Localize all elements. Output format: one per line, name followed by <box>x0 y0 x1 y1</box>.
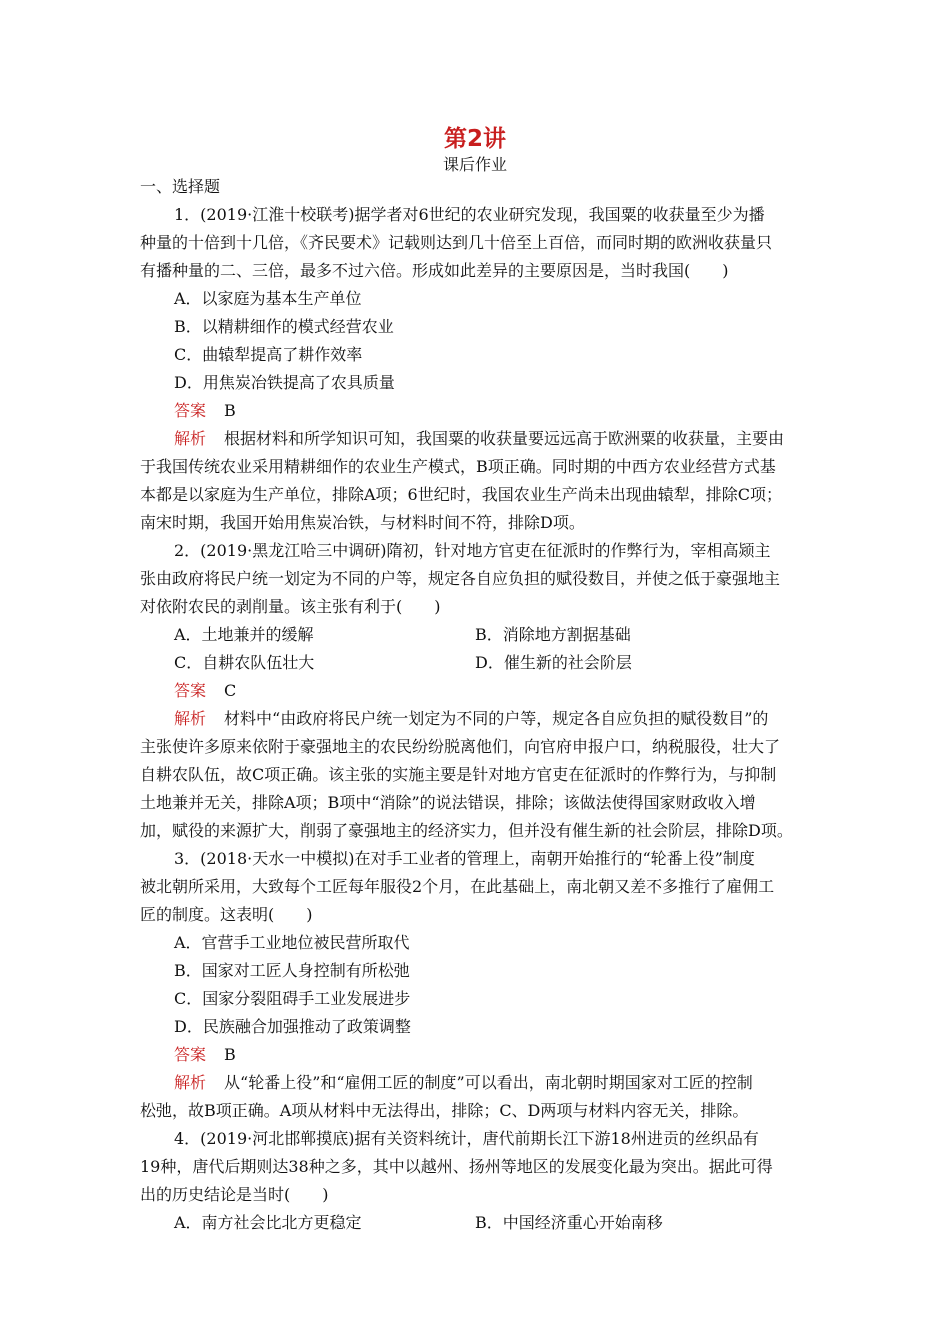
document-body <box>140 173 812 1237</box>
option-b: B．以精耕细作的模式经营农业 <box>174 317 394 336</box>
question-3 <box>140 845 812 1125</box>
question-text-line: 19种，唐代后期则达38种之多，其中以越州、扬州等地区的发展变化最为突出。据此可得 <box>140 1157 773 1176</box>
option-b: B．国家对工匠人身控制有所松弛 <box>174 961 410 980</box>
option-a: A．南方社会比北方更稳定 <box>174 1213 362 1232</box>
answer-label: 答案 <box>174 401 207 420</box>
analysis-text-line: 土地兼并无关，排除A项；B项中“消除”的说法错误，排除；该做法使得国家财政收入增 <box>140 793 756 812</box>
question-text-line: 3．(2018·天水一中模拟)在对手工业者的管理上，南朝开始推行的“轮番上役”制度 <box>174 849 755 868</box>
option-c: C．国家分裂阻碍手工业发展进步 <box>174 989 411 1008</box>
answer-value: C <box>224 681 237 700</box>
option-b: B．中国经济重心开始南移 <box>475 1213 663 1232</box>
page-title: 第2讲 <box>443 126 506 152</box>
analysis-line <box>140 425 812 453</box>
question-1 <box>140 201 812 537</box>
question-text-line: 被北朝所采用，大致每个工匠每年服役2个月，在此基础上，南北朝又差不多推行了雇佣工 <box>140 877 775 896</box>
question-4 <box>140 1125 812 1237</box>
answer-line <box>140 1041 812 1069</box>
answer-value: B <box>224 1045 236 1064</box>
answer-label: 答案 <box>174 1045 207 1064</box>
question-text-line: 匠的制度。这表明( ) <box>140 905 313 924</box>
analysis-label: 解析 <box>174 1073 207 1092</box>
option-a: A．以家庭为基本生产单位 <box>174 289 362 308</box>
section-heading: 一、选择题 <box>140 177 221 196</box>
page-subtitle: 课后作业 <box>442 155 507 174</box>
option-b: B．消除地方割据基础 <box>475 625 631 644</box>
question-text-line: 1．(2019·江淮十校联考)据学者对6世纪的农业研究发现，我国粟的收获量至少为播 <box>174 205 765 224</box>
option-a: A．官营手工业地位被民营所取代 <box>174 933 410 952</box>
analysis-text-line: 南宋时期，我国开始用焦炭冶铁，与材料时间不符，排除D项。 <box>140 513 585 532</box>
question-text-line: 有播种量的二、三倍，最多不过六倍。形成如此差异的主要原因是，当时我国( ) <box>140 261 729 280</box>
option-d: D．催生新的社会阶层 <box>475 653 632 672</box>
analysis-line <box>140 705 812 733</box>
answer-line <box>140 677 812 705</box>
option-a: A．土地兼并的缓解 <box>174 625 314 644</box>
question-2 <box>140 537 812 845</box>
answer-label: 答案 <box>174 681 207 700</box>
options-row <box>140 621 812 649</box>
question-text-line: 种量的十倍到十几倍，《齐民要术》记载则达到几十倍至上百倍，而同时期的欧洲收获量只 <box>140 233 773 252</box>
option-c: C．曲辕犁提高了耕作效率 <box>174 345 363 364</box>
analysis-text-line: 本都是以家庭为生产单位，排除A项；6世纪时，我国农业生产尚未出现曲辕犁，排除C项； <box>140 485 782 504</box>
analysis-label: 解析 <box>174 429 207 448</box>
options-row <box>140 649 812 677</box>
analysis-line <box>140 1069 812 1097</box>
answer-line <box>140 397 812 425</box>
question-text-line: 2．(2019·黑龙江哈三中调研)隋初，针对地方官吏在征派时的作弊行为，宰相高颎主 <box>174 541 771 560</box>
analysis-text: 材料中“由政府将民户统一划定为不同的户等，规定各自应负担的赋役数目”的 <box>224 709 769 728</box>
analysis-text-line: 于我国传统农业采用精耕细作的农业生产模式，B项正确。同时期的中西方农业经营方式基 <box>140 457 776 476</box>
option-d: D．用焦炭冶铁提高了农具质量 <box>174 373 395 392</box>
analysis-text-line: 加，赋役的来源扩大，削弱了豪强地主的经济实力，但并没有催生新的社会阶层，排除D项。 <box>140 821 793 840</box>
question-text-line: 张由政府将民户统一划定为不同的户等，规定各自应负担的赋役数目，并使之低于豪强地主 <box>140 569 781 588</box>
question-text-line: 4．(2019·河北邯郸摸底)据有关资料统计，唐代前期长江下游18州进贡的丝织品有 <box>174 1129 759 1148</box>
analysis-label: 解析 <box>174 709 207 728</box>
question-text-line: 对依附农民的剥削量。该主张有利于( ) <box>140 597 441 616</box>
analysis-text-line: 主张使许多原来依附于豪强地主的农民纷纷脱离他们，向官府申报户口，纳税服役，壮大了 <box>140 737 781 756</box>
options-row <box>140 1209 812 1237</box>
analysis-text-line: 松弛，故B项正确。A项从材料中无法得出，排除；C、D两项与材料内容无关，排除。 <box>140 1101 749 1120</box>
analysis-text: 从“轮番上役”和“雇佣工匠的制度”可以看出，南北朝时期国家对工匠的控制 <box>224 1073 753 1092</box>
analysis-text-line: 自耕农队伍，故C项正确。该主张的实施主要是针对地方官吏在征派时的作弊行为，与抑制 <box>140 765 777 784</box>
option-c: C．自耕农队伍壮大 <box>174 653 315 672</box>
answer-value: B <box>224 401 236 420</box>
question-text-line: 出的历史结论是当时( ) <box>140 1185 329 1204</box>
analysis-text: 根据材料和所学知识可知，我国粟的收获量要远远高于欧洲粟的收获量，主要由 <box>224 429 785 448</box>
option-d: D．民族融合加强推动了政策调整 <box>174 1017 411 1036</box>
